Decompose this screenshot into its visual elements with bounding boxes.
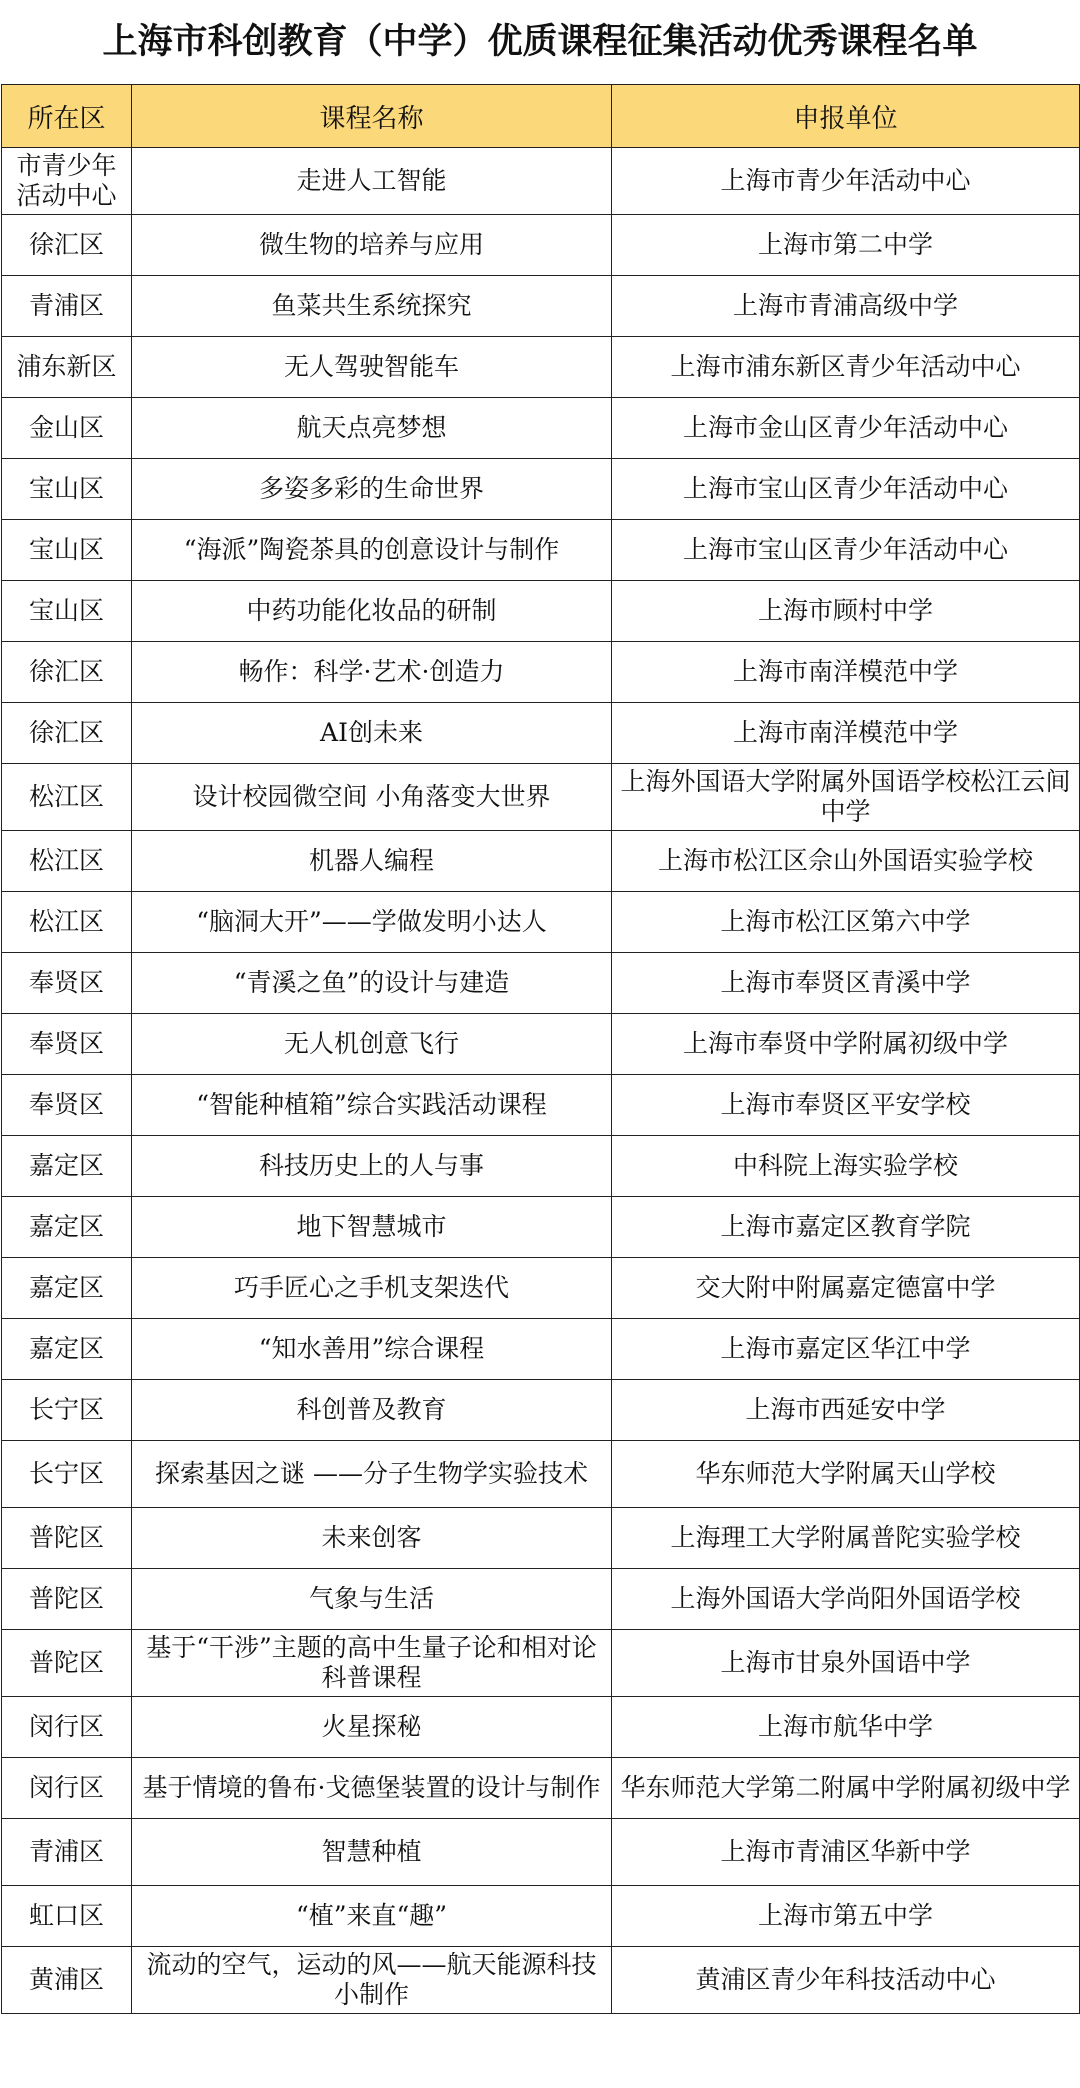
table-row	[2, 764, 1080, 831]
table-row	[2, 581, 1080, 642]
district-cell: 徐汇区	[2, 642, 132, 703]
applicant-cell: 华东师范大学附属天山学校	[612, 1441, 1080, 1508]
table-row	[2, 215, 1080, 276]
course-name-cell: “青溪之鱼”的设计与建造	[132, 953, 612, 1014]
applicant-cell: 上海市嘉定区华江中学	[612, 1319, 1080, 1380]
district-cell: 金山区	[2, 398, 132, 459]
applicant-cell: 上海市南洋模范中学	[612, 642, 1080, 703]
district-cell: 宝山区	[2, 459, 132, 520]
district-cell: 奉贤区	[2, 953, 132, 1014]
district-cell: 虹口区	[2, 1886, 132, 1947]
district-cell: 嘉定区	[2, 1258, 132, 1319]
table-row	[2, 337, 1080, 398]
applicant-cell: 上海市松江区第六中学	[612, 892, 1080, 953]
course-name-cell: “海派”陶瓷茶具的创意设计与制作	[132, 520, 612, 581]
applicant-cell: 黄浦区青少年科技活动中心	[612, 1947, 1080, 2014]
table-row	[2, 1947, 1080, 2014]
applicant-cell: 上海市奉贤中学附属初级中学	[612, 1014, 1080, 1075]
course-name-cell: 气象与生活	[132, 1569, 612, 1630]
applicant-cell: 上海市金山区青少年活动中心	[612, 398, 1080, 459]
course-name-cell: 机器人编程	[132, 831, 612, 892]
table-row	[2, 953, 1080, 1014]
applicant-cell: 上海市青浦高级中学	[612, 276, 1080, 337]
applicant-cell: 上海市南洋模范中学	[612, 703, 1080, 764]
applicant-cell: 上海市航华中学	[612, 1697, 1080, 1758]
district-cell: 奉贤区	[2, 1014, 132, 1075]
table-row	[2, 398, 1080, 459]
table-row	[2, 892, 1080, 953]
course-name-cell: 中药功能化妆品的研制	[132, 581, 612, 642]
applicant-cell: 上海理工大学附属普陀实验学校	[612, 1508, 1080, 1569]
applicant-cell: 上海市青少年活动中心	[612, 148, 1080, 215]
applicant-cell: 上海市宝山区青少年活动中心	[612, 520, 1080, 581]
course-name-cell: 未来创客	[132, 1508, 612, 1569]
table-row	[2, 1508, 1080, 1569]
applicant-cell: 上海外国语大学附属外国语学校松江云间中学	[612, 764, 1080, 831]
applicant-cell: 上海市松江区佘山外国语实验学校	[612, 831, 1080, 892]
table-row	[2, 1569, 1080, 1630]
district-cell: 嘉定区	[2, 1136, 132, 1197]
table-header-row	[2, 85, 1080, 148]
table-row	[2, 1630, 1080, 1697]
course-name-cell: 畅作：科学·艺术·创造力	[132, 642, 612, 703]
district-cell: 长宁区	[2, 1380, 132, 1441]
district-cell: 徐汇区	[2, 703, 132, 764]
table-row	[2, 1441, 1080, 1508]
course-name-cell: 设计校园微空间 小角落变大世界	[132, 764, 612, 831]
district-cell: 青浦区	[2, 276, 132, 337]
course-table	[1, 84, 1080, 2014]
header-district: 所在区	[2, 85, 132, 148]
applicant-cell: 上海市西延安中学	[612, 1380, 1080, 1441]
table-row	[2, 1014, 1080, 1075]
table-row	[2, 276, 1080, 337]
district-cell: 嘉定区	[2, 1197, 132, 1258]
table-row	[2, 1197, 1080, 1258]
course-name-cell: “脑洞大开”——学做发明小达人	[132, 892, 612, 953]
applicant-cell: 上海市青浦区华新中学	[612, 1819, 1080, 1886]
applicant-cell: 华东师范大学第二附属中学附属初级中学	[612, 1758, 1080, 1819]
applicant-cell: 上海外国语大学尚阳外国语学校	[612, 1569, 1080, 1630]
table-row	[2, 1697, 1080, 1758]
district-cell: 普陀区	[2, 1630, 132, 1697]
applicant-cell: 上海市第五中学	[612, 1886, 1080, 1947]
applicant-cell: 上海市奉贤区平安学校	[612, 1075, 1080, 1136]
table-row	[2, 703, 1080, 764]
course-name-cell: 航天点亮梦想	[132, 398, 612, 459]
district-cell: 市青少年活动中心	[2, 148, 132, 215]
applicant-cell: 上海市甘泉外国语中学	[612, 1630, 1080, 1697]
table-row	[2, 642, 1080, 703]
district-cell: 普陀区	[2, 1569, 132, 1630]
course-name-cell: 流动的空气，运动的风——航天能源科技小制作	[132, 1947, 612, 2014]
table-row	[2, 520, 1080, 581]
applicant-cell: 上海市浦东新区青少年活动中心	[612, 337, 1080, 398]
header-course-name: 课程名称	[132, 85, 612, 148]
course-name-cell: 多姿多彩的生命世界	[132, 459, 612, 520]
course-name-cell: 基于情境的鲁布·戈德堡装置的设计与制作	[132, 1758, 612, 1819]
course-name-cell: “智能种植箱”综合实践活动课程	[132, 1075, 612, 1136]
applicant-cell: 中科院上海实验学校	[612, 1136, 1080, 1197]
table-row	[2, 1886, 1080, 1947]
table-row	[2, 1758, 1080, 1819]
district-cell: 闵行区	[2, 1758, 132, 1819]
district-cell: 长宁区	[2, 1441, 132, 1508]
course-name-cell: “植”来直“趣”	[132, 1886, 612, 1947]
table-row	[2, 459, 1080, 520]
document-title: 上海市科创教育（中学）优质课程征集活动优秀课程名单	[102, 22, 978, 62]
applicant-cell: 上海市宝山区青少年活动中心	[612, 459, 1080, 520]
course-name-cell: “知水善用”综合课程	[132, 1319, 612, 1380]
district-cell: 青浦区	[2, 1819, 132, 1886]
table-row	[2, 1258, 1080, 1319]
course-name-cell: 科技历史上的人与事	[132, 1136, 612, 1197]
course-name-cell: 探索基因之谜 ——分子生物学实验技术	[132, 1441, 612, 1508]
district-cell: 宝山区	[2, 520, 132, 581]
course-name-cell: 地下智慧城市	[132, 1197, 612, 1258]
applicant-cell: 上海市第二中学	[612, 215, 1080, 276]
applicant-cell: 交大附中附属嘉定德富中学	[612, 1258, 1080, 1319]
applicant-cell: 上海市顾村中学	[612, 581, 1080, 642]
district-cell: 徐汇区	[2, 215, 132, 276]
table-row	[2, 1819, 1080, 1886]
district-cell: 嘉定区	[2, 1319, 132, 1380]
applicant-cell: 上海市奉贤区青溪中学	[612, 953, 1080, 1014]
course-name-cell: 无人驾驶智能车	[132, 337, 612, 398]
header-applicant: 申报单位	[612, 85, 1080, 148]
course-name-cell: 基于“干涉”主题的高中生量子论和相对论科普课程	[132, 1630, 612, 1697]
district-cell: 奉贤区	[2, 1075, 132, 1136]
district-cell: 松江区	[2, 892, 132, 953]
table-row	[2, 831, 1080, 892]
applicant-cell: 上海市嘉定区教育学院	[612, 1197, 1080, 1258]
course-name-cell: 火星探秘	[132, 1697, 612, 1758]
course-name-cell: 走进人工智能	[132, 148, 612, 215]
district-cell: 松江区	[2, 831, 132, 892]
table-row	[2, 1319, 1080, 1380]
table-row	[2, 1380, 1080, 1441]
course-name-cell: AI创未来	[132, 703, 612, 764]
district-cell: 闵行区	[2, 1697, 132, 1758]
course-name-cell: 科创普及教育	[132, 1380, 612, 1441]
table-row	[2, 1075, 1080, 1136]
district-cell: 宝山区	[2, 581, 132, 642]
course-name-cell: 巧手匠心之手机支架迭代	[132, 1258, 612, 1319]
table-row	[2, 1136, 1080, 1197]
course-name-cell: 智慧种植	[132, 1819, 612, 1886]
district-cell: 黄浦区	[2, 1947, 132, 2014]
district-cell: 浦东新区	[2, 337, 132, 398]
course-name-cell: 鱼菜共生系统探究	[132, 276, 612, 337]
district-cell: 松江区	[2, 764, 132, 831]
table-body	[2, 148, 1080, 2014]
table-row	[2, 148, 1080, 215]
course-name-cell: 无人机创意飞行	[132, 1014, 612, 1075]
district-cell: 普陀区	[2, 1508, 132, 1569]
course-name-cell: 微生物的培养与应用	[132, 215, 612, 276]
